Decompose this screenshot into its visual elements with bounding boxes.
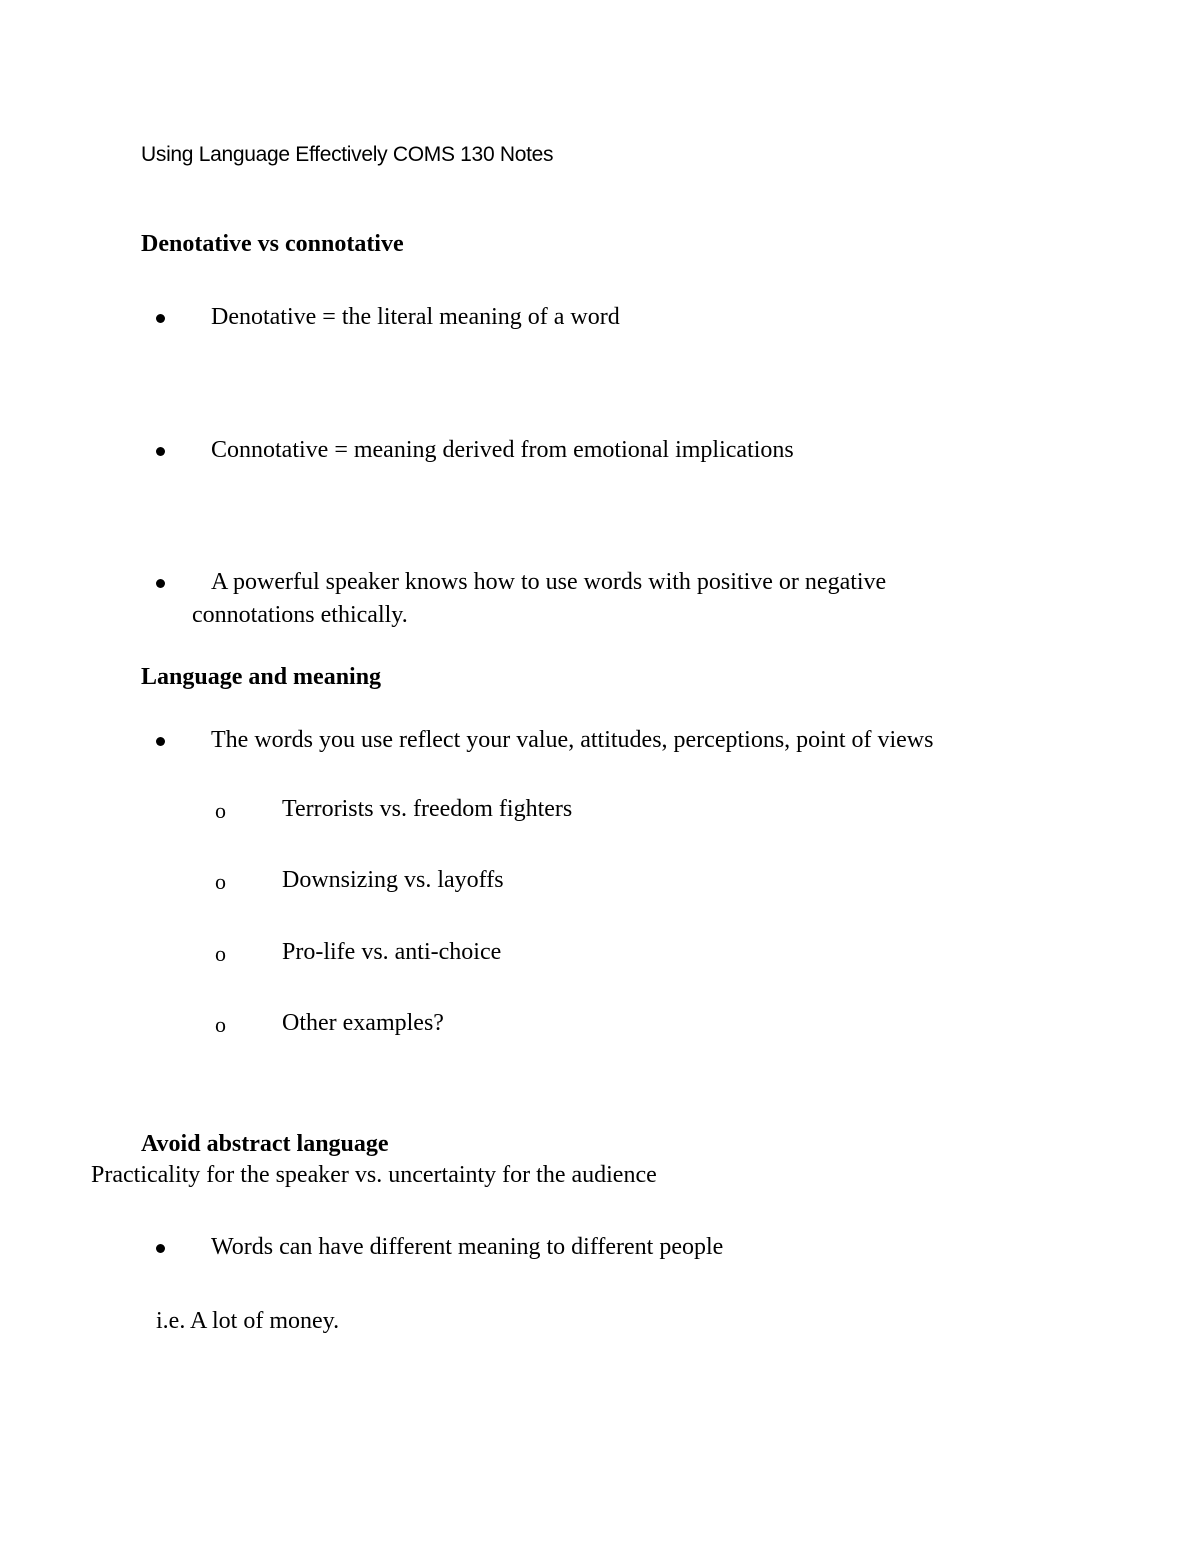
section-heading-language-meaning: Language and meaning [141, 664, 382, 690]
bullet-powerful-speaker: A powerful speaker knows how to use words with positive or negative [211, 569, 887, 595]
bullet-dot [156, 1244, 165, 1253]
sub-bullet-pro-life: Pro-life vs. anti-choice [282, 939, 502, 965]
bullet-continuation: connotations ethically. [192, 602, 408, 628]
sub-bullet-marker: o [215, 798, 226, 823]
example-text: i.e. A lot of money. [156, 1308, 340, 1334]
sub-bullet-other-examples: Other examples? [282, 1010, 444, 1036]
bullet-dot [156, 579, 165, 588]
sub-bullet-marker: o [215, 941, 226, 966]
bullet-different-meaning: Words can have different meaning to different people [211, 1234, 724, 1260]
section-heading-avoid-abstract: Avoid abstract language [141, 1131, 389, 1157]
section-heading-denotative: Denotative vs connotative [141, 231, 404, 257]
bullet-dot [156, 447, 165, 456]
sub-bullet-marker: o [215, 869, 226, 894]
section-subtitle-practicality: Practicality for the speaker vs. uncertainty for the audience [91, 1162, 657, 1188]
sub-bullet-terrorists: Terrorists vs. freedom fighters [282, 796, 573, 822]
bullet-connotative: Connotative = meaning derived from emotional implications [211, 437, 794, 463]
sub-bullet-marker: o [215, 1012, 226, 1037]
bullet-dot [156, 314, 165, 323]
sub-bullet-downsizing: Downsizing vs. layoffs [282, 867, 504, 893]
bullet-words-reflect: The words you use reflect your value, attitudes, perceptions, point of views [211, 727, 934, 753]
bullet-dot [156, 737, 165, 746]
bullet-denotative: Denotative = the literal meaning of a word [211, 304, 620, 330]
document-title: Using Language Effectively COMS 130 Notes [141, 143, 554, 166]
